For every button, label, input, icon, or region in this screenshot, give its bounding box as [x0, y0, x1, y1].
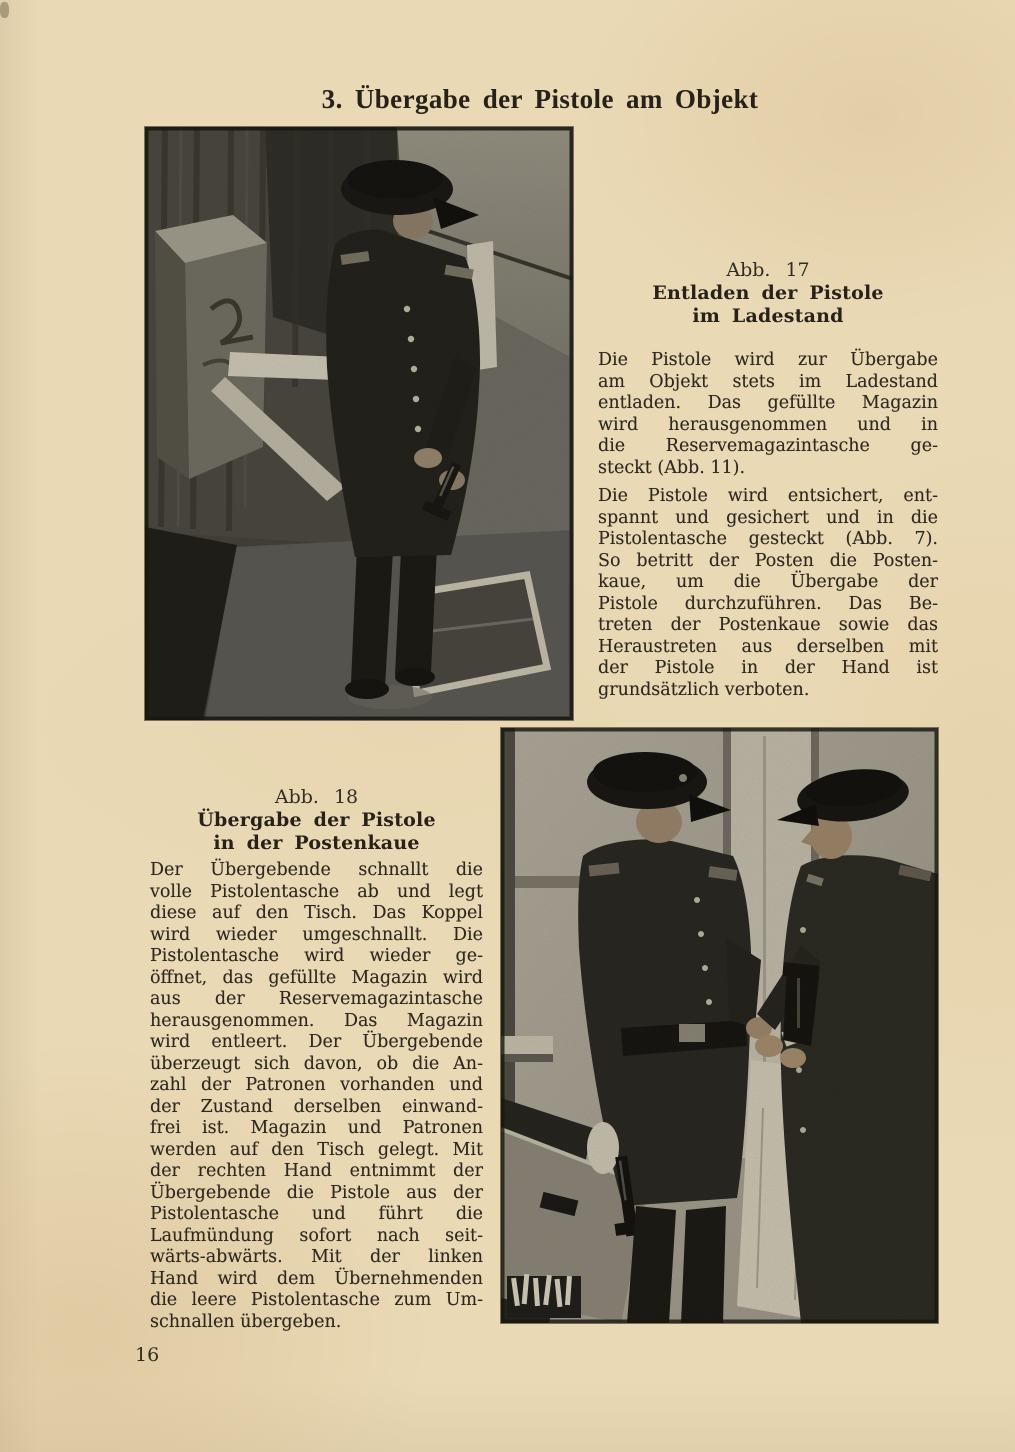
page-number: 16 [135, 1344, 160, 1366]
figure18-caption-line2: in der Postenkaue [213, 832, 420, 854]
text-line: wärts-abwärts. Mit der linken [150, 1247, 483, 1267]
text-line: treten der Postenkaue sowie das [598, 615, 938, 635]
text-line: aus der Reservemagazintasche [150, 989, 483, 1009]
text-line: steckt (Abb. 11). [598, 457, 746, 478]
text-line: Hand wird dem Übernehmenden [150, 1268, 483, 1289]
text-line: Pistolentasche und führt die [150, 1204, 483, 1224]
figure18-caption-line1: Übergabe der Pistole [197, 809, 436, 831]
figure18-text-column [150, 785, 483, 1333]
text-line: Pistole durchzuführen. Das Be- [598, 593, 938, 614]
paper-smudge [0, 2, 9, 18]
text-line: Die Pistole wird zur Übergabe [598, 350, 938, 370]
text-line: überzeugt sich davon, ob die An- [150, 1053, 483, 1074]
text-line: Übergebende die Pistole aus der [150, 1182, 483, 1203]
figure17-text-column [598, 258, 938, 701]
figure17-caption-line1: Entladen der Pistole [652, 282, 884, 304]
page-title: 3. Übergabe der Pistole am Objekt [321, 84, 759, 114]
text-line: volle Pistolentasche ab und legt [150, 881, 483, 902]
photo-abb18-illustration [501, 728, 938, 1323]
text-line: Der Übergebende schnallt die [150, 860, 483, 880]
figure18-paragraph-1 [150, 860, 483, 1333]
text-line: Pistolentasche gesteckt (Abb. 7). [598, 529, 938, 549]
text-line: Laufmündung sofort nach seit- [150, 1225, 483, 1246]
text-line: der Pistole in der Hand ist [598, 658, 938, 678]
figure17-caption-line2: im Ladestand [692, 305, 844, 327]
text-line: zahl der Patronen vorhanden und [150, 1075, 483, 1095]
text-line: der rechten Hand entnimmt der [150, 1161, 483, 1181]
text-line: So betritt der Posten die Posten- [598, 550, 938, 571]
figure17-paragraph-1 [598, 350, 938, 479]
text-line: schnallen übergeben. [150, 1311, 342, 1332]
figure17-photo [145, 127, 573, 720]
text-line: die Reservemagazintasche ge- [598, 436, 938, 456]
text-line: wird herausgenommen und in [598, 414, 938, 435]
text-line: wird entleert. Der Übergebende [150, 1032, 483, 1052]
text-line: spannt und gesichert und in die [598, 507, 938, 528]
figure18-photo [501, 728, 938, 1323]
text-line: diese auf den Tisch. Das Koppel [150, 903, 483, 923]
figure18-label: Abb. 18 [274, 786, 359, 808]
figure17-label: Abb. 17 [726, 259, 810, 281]
text-line: wird wieder umgeschnallt. Die [150, 924, 483, 945]
text-line: öffnet, das gefüllte Magazin wird [150, 967, 483, 988]
text-line: kaue, um die Übergabe der [598, 572, 938, 592]
text-line: Pistolentasche wird wieder ge- [150, 946, 483, 966]
text-line: herausgenommen. Das Magazin [150, 1010, 483, 1031]
text-line: die leere Pistolentasche zum Um- [150, 1290, 483, 1310]
text-line: frei ist. Magazin und Patronen [150, 1118, 483, 1138]
text-line: am Objekt stets im Ladestand [598, 371, 938, 392]
text-line: Heraustreten aus derselben mit [598, 636, 938, 657]
figure17-paragraph-2 [598, 486, 938, 701]
text-line: der Zustand derselben einwand- [150, 1096, 483, 1117]
text-line: werden auf den Tisch gelegt. Mit [150, 1139, 483, 1160]
text-line: entladen. Das gefüllte Magazin [598, 393, 938, 413]
photo-abb17-illustration [145, 127, 573, 720]
text-line: grundsätzlich verboten. [598, 679, 810, 700]
text-line: Die Pistole wird entsichert, ent- [598, 486, 938, 506]
